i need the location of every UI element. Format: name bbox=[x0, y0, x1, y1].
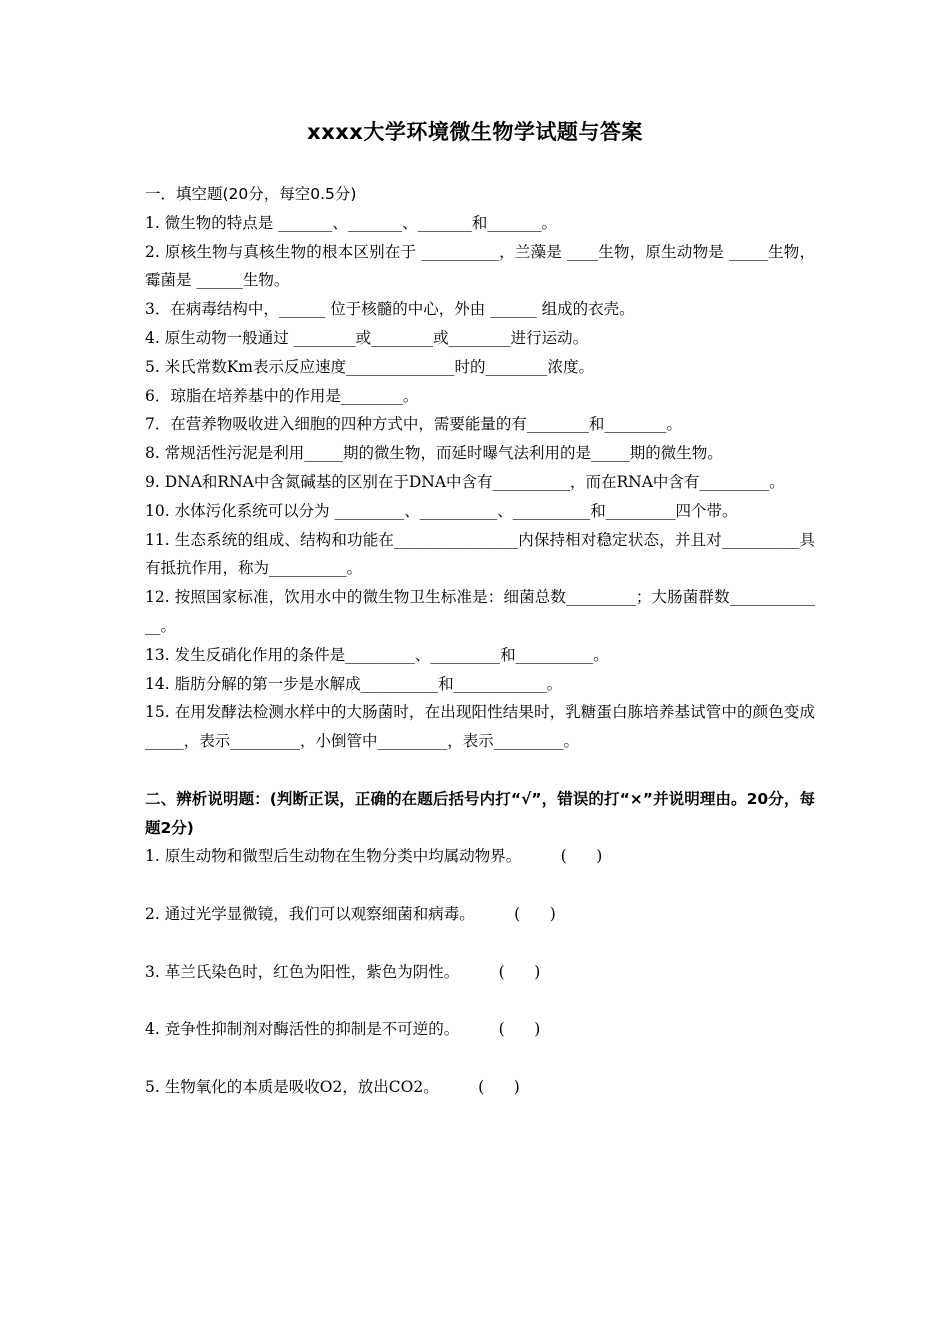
fill-blank-question-8: 8. 常规活性污泥是利用_____期的微生物，而延时曝气法利用的是_____期的微生物。 bbox=[145, 444, 723, 463]
judgment-question-4: 4. 竞争性抑制剂对酶活性的抑制是不可逆的。 ( ) bbox=[145, 1020, 541, 1039]
section2-heading: 二、辨析说明题：(判断正误，正确的在题后括号内打“√”，错误的打“×”并说明理由。20分，每题2分) bbox=[145, 789, 815, 837]
fill-blank-question-9: 9. DNA和RNA中含氮碱基的区别在于DNA中含有__________，而在RNA中含有_________。 bbox=[145, 472, 785, 491]
document-title: xxxx大学环境微生物学试题与答案 bbox=[307, 120, 643, 144]
fill-blank-question-6: 6．琼脂在培养基中的作用是________。 bbox=[145, 386, 419, 405]
judgment-question-5: 5. 生物氧化的本质是吸收O2，放出CO2。 ( ) bbox=[145, 1077, 520, 1096]
fill-blank-question-14: 14. 脂肪分解的第一步是水解成__________和____________。 bbox=[145, 674, 563, 693]
fill-blank-question-11: 11. 生态系统的组成、结构和功能在________________内保持相对稳定状态，并且对__________具有抵抗作用，称为__________。 bbox=[145, 530, 815, 578]
section1-heading: 一．填空题(20分，每空0.5分) bbox=[145, 185, 357, 203]
judgment-question-1: 1. 原生动物和微型后生动物在生物分类中均属动物界。 ( ) bbox=[145, 847, 603, 866]
judgment-question-3: 3. 革兰氏染色时，红色为阳性，紫色为阴性。 ( ) bbox=[145, 962, 541, 981]
fill-blank-question-2: 2. 原核生物与真核生物的根本区别在于 __________，兰藻是 ____生物，原生动物是 _____生物，霉菌是 ______生物。 bbox=[145, 242, 815, 290]
fill-blank-question-1: 1. 微生物的特点是 _______、_______、_______和_______。 bbox=[145, 213, 558, 232]
fill-blank-question-5: 5. 米氏常数Km表示反应速度______________时的________浓度。 bbox=[145, 357, 594, 376]
fill-blank-question-12: 12. 按照国家标准，饮用水中的微生物卫生标准是：细菌总数_________；大肠菌群数_____________。 bbox=[145, 588, 815, 635]
fill-blank-question-7: 7．在营养物吸收进入细胞的四种方式中，需要能量的有________和________。 bbox=[145, 415, 682, 434]
fill-blank-question-3: 3．在病毒结构中，______ 位于核髓的中心，外由 ______ 组成的衣壳。 bbox=[145, 300, 635, 319]
judgment-question-2: 2. 通过光学显微镜，我们可以观察细菌和病毒。 ( ) bbox=[145, 904, 556, 923]
document-body bbox=[145, 180, 815, 1130]
fill-blank-question-4: 4. 原生动物一般通过 ________或________或________进行运动。 bbox=[145, 328, 589, 347]
fill-blank-question-10: 10. 水体污化系统可以分为 _________、__________、__________和_________四个带。 bbox=[145, 501, 738, 520]
fill-blank-question-15: 15. 在用发酵法检测水样中的大肠菌时，在出现阳性结果时，乳糖蛋白胨培养基试管中的颜色变成_____，表示_________，小倒管中_________，表示_________。 bbox=[145, 703, 815, 751]
fill-blank-question-13: 13. 发生反硝化作用的条件是_________、_________和__________。 bbox=[145, 645, 609, 664]
